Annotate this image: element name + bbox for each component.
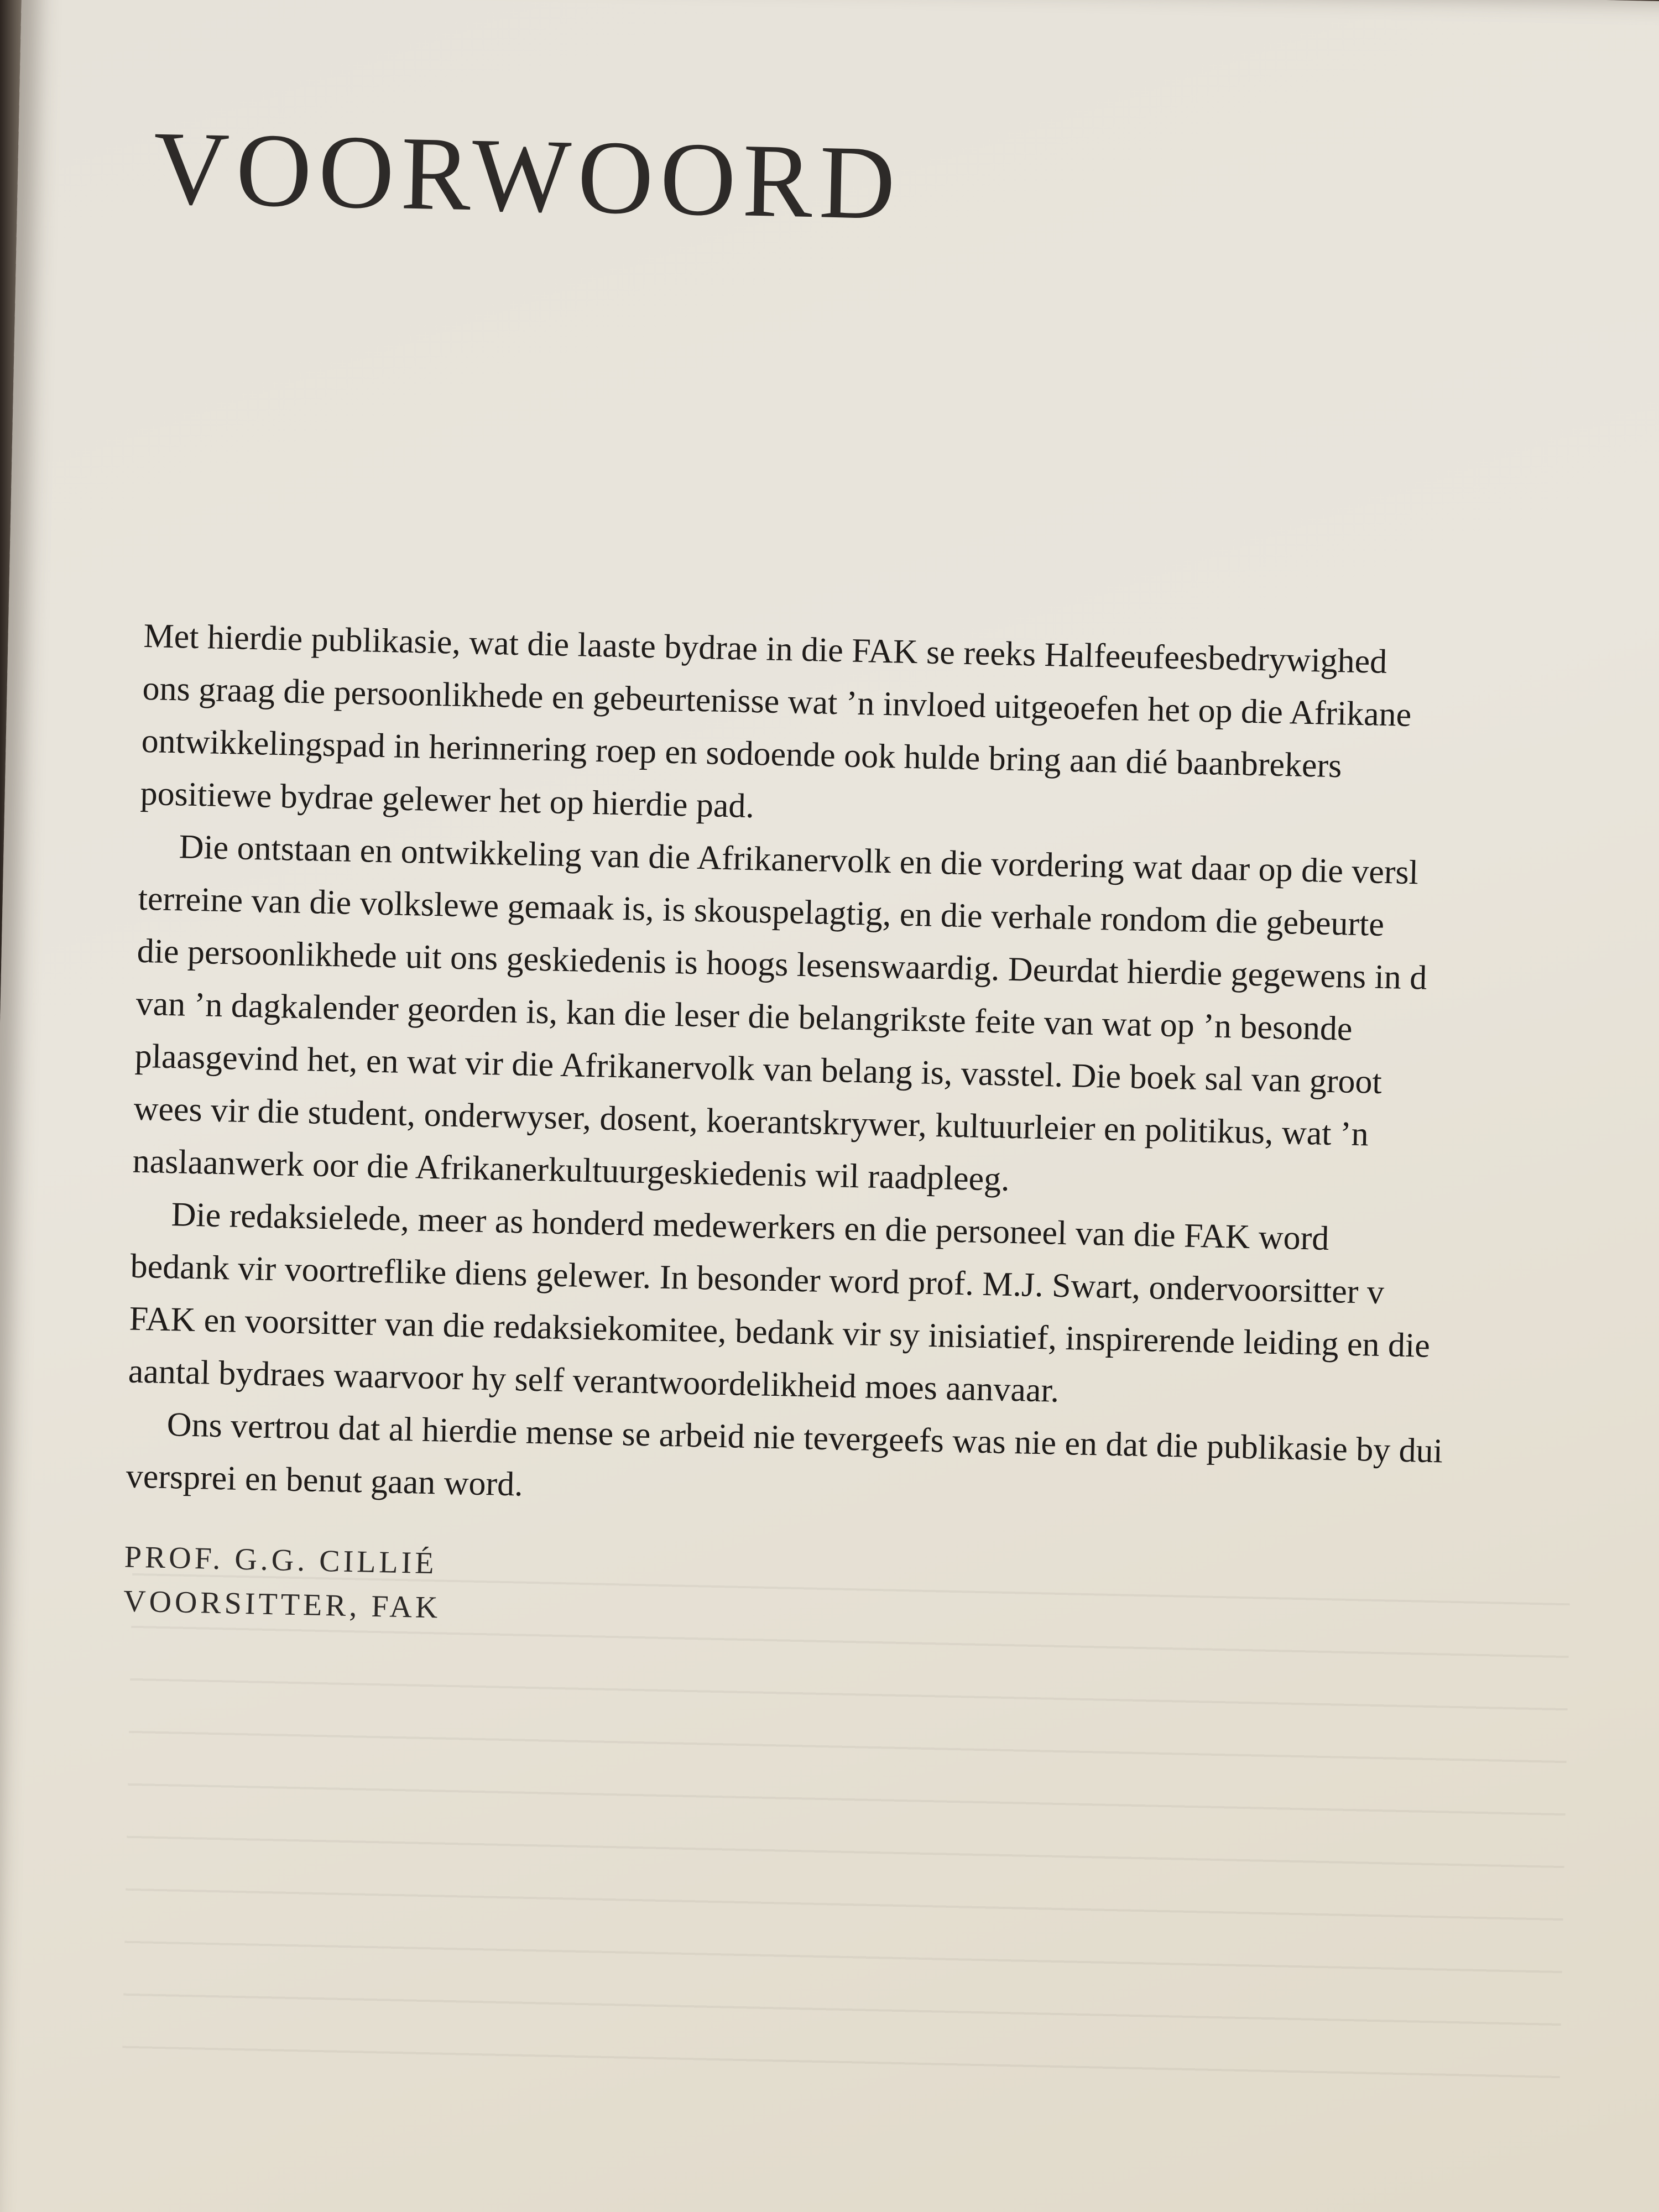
text-line: Die ontstaan en ontwikkeling van die Afrikanervolk en die vordering wat daar op die versl [179,828,1419,892]
text-line: Met hierdie publikasie, wat die laaste bydrae in die FAK se reeks Halfeeufeesbedrywighed [143,617,1387,681]
text-line: wees vir die student, onderwyser, dosent, koerantskrywer, kultuurleier en politikus, wat ’n [133,1089,1369,1154]
text-line: van ’n dagkalender georden is, kan die leser die belangrikste feite van wat op ’n besonde [135,984,1353,1048]
text-line: Die redaksielede, meer as honderd medewerkers en die personeel van die FAK word [171,1196,1330,1258]
text-line: bedank vir voortreflike diens gelewer. In besonder word prof. M.J. Swart, ondervoorsitter v [130,1247,1385,1312]
text-line: die persoonlikhede uit ons geskiedenis is hoogs lesenswaardig. Deurdat hierdie gegewens in d [137,932,1428,997]
text-line: aantal bydraes waarvoor hy self verantwoordelikheid moes aanvaar. [128,1352,1060,1410]
paragraph-1 [140,610,1659,853]
page-content [123,108,1659,1657]
text-line: ons graag die persoonlikhede en gebeurtenisse wat ’n invloed uitgeoefen het op die Afrikane [142,669,1412,734]
text-line: plaasgevind het, en wat vir die Afrikanervolk van belang is, vasstel. Die boek sal van groot [134,1037,1383,1101]
signatory-role: VOORSITTER, FAK [123,1584,441,1625]
text-line: Ons vertrou dat al hierdie mense se arbeid nie tevergeefs was nie en dat die publikasie by dui [166,1406,1443,1470]
paragraph-2 [132,820,1659,1221]
show-through-text [122,1573,1569,2101]
text-line: FAK en voorsitter van die redaksiekomitee, bedank vir sy inisiatief, inspirerende leiding en die [129,1300,1431,1365]
page-title: VOORWOORD [152,110,903,242]
paragraph-3 [128,1188,1659,1431]
foreword-body [123,610,1659,1656]
text-line: terreine van die volkslewe gemaak is, is skouspelagtig, en die verhale rondom die gebeurte [138,879,1385,943]
text-line: ontwikkelingspad in herinnering roep en sodoende ook hulde bring aan dié baanbrekers [141,722,1343,785]
text-line: versprei en benut gaan word. [126,1457,524,1504]
text-line: positiewe bydrae gelewer het op hierdie pad. [140,774,755,826]
signatory-name: PROF. G.G. CILLIÉ [124,1540,438,1581]
text-line: naslaanwerk oor die Afrikanerkultuurgeskiedenis wil raadpleeg. [132,1142,1010,1198]
